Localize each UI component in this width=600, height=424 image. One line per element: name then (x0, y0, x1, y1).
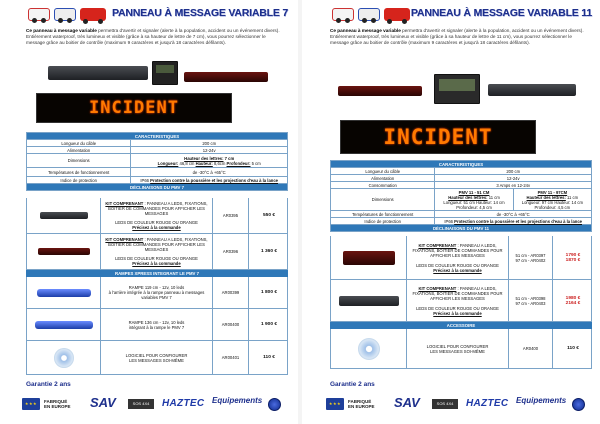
sav-logo: SAV (90, 395, 116, 410)
product-ref: 51 cm - AR0398 97 cm - AR0403 (509, 280, 553, 321)
product-price: 1980 € 2164 € (565, 295, 581, 306)
product-ref: AR0396 (213, 234, 249, 269)
product-ref: 51 cm - AR0397 97 cm - AR0402 (509, 236, 553, 279)
product-photo (338, 72, 578, 112)
sos-logo: SOS 4X4 (432, 399, 458, 409)
spec-label: Alimentation (331, 175, 435, 182)
spec-label: Dimensions (331, 189, 435, 211)
spec-value: de -30°C à +65°C (435, 211, 592, 218)
spec-label: Indice de protection (27, 177, 131, 184)
fire-truck-icon (80, 8, 106, 21)
product-ref: AR0400 (509, 329, 553, 368)
product-ref: AR00399 (213, 277, 249, 308)
page-divider (298, 0, 302, 424)
equipements-logo: Equipements (516, 396, 567, 405)
product-thumbnail (27, 198, 101, 233)
brand-seal-icon (572, 398, 585, 411)
product-row (26, 309, 288, 341)
specs-table (26, 132, 288, 191)
spec-value: IP66 Protection contre la poussière et les projections d'eau à la lance (131, 177, 288, 184)
spec-label: Consommation (331, 182, 435, 189)
product-thumbnail (27, 277, 101, 308)
spec-value: PMV 11 - 97CM Hauteur des lettres: 11 cm Longueur: 97 cm Hauteur: 14 cm Profondeur: 4,5 cm (513, 189, 591, 211)
product-price: 110 € (567, 346, 579, 351)
police-van-icon (358, 8, 380, 21)
led-display: INCIDENT (340, 120, 536, 154)
spec-label: Indice de protection (331, 218, 435, 225)
product-row (330, 236, 592, 280)
product-price: 110 € (263, 355, 275, 360)
product-thumbnail (27, 234, 101, 269)
page-header (322, 5, 592, 27)
product-price: 1 800 € (260, 290, 277, 295)
spec-value: 200 cm (131, 140, 288, 147)
product-desc: LOGICIEL POUR CONFIGURER LES MESSAGES SOI-MÊME (101, 341, 213, 374)
product-thumbnail (331, 280, 407, 321)
police-van-icon (54, 8, 76, 21)
product-thumbnail (27, 309, 101, 340)
product-desc: KIT COMPRENANT : PANNEAU A LEDS, FIXATIONS, BOITIER DE COMMANDES POUR AFFICHER LES MESSAGES LEDS DE COULEUR ROUGE OU ORANGE Précisez à la commande (101, 234, 213, 269)
section-header: RAMPES XPRESS INTEGRANT LE PMV 7 (26, 270, 288, 277)
spec-label: Longueur du câble (27, 140, 131, 147)
product-row (26, 234, 288, 270)
footer-logos (326, 395, 590, 415)
software-cd-icon (331, 329, 407, 368)
eu-flag-icon: ★★★ (326, 398, 344, 410)
section-header: DÉCLINAISONS DU PMV 11 (331, 225, 592, 232)
ambulance-icon (28, 8, 50, 21)
product-desc: LOGICIEL POUR CONFIGURER LES MESSAGES SOI-MÊME (407, 329, 509, 368)
product-price: 1 360 € (260, 249, 277, 254)
warranty-text: Garantie 2 ans (330, 381, 375, 388)
brand-seal-icon (268, 398, 281, 411)
product-desc: KIT COMPRENANT : PANNEAU A LEDS, FIXATIONS, BOITIER DE COMMANDES POUR AFFICHER LES MESSAGES LEDS DE COULEUR ROUGE OU ORANGE Précisez à la commande (407, 280, 509, 321)
made-in-europe: FABRIQUÉ EN EUROPE (44, 399, 71, 409)
software-cd-icon (27, 341, 101, 374)
specs-table (330, 160, 592, 232)
spec-label: Alimentation (27, 147, 131, 154)
product-row (26, 277, 288, 309)
page-header (18, 5, 288, 27)
product-row (26, 198, 288, 234)
product-row (330, 280, 592, 322)
product-row (26, 341, 288, 375)
specs-header: CARACTERISTIQUES (27, 133, 288, 140)
spec-value: 12-24v (131, 147, 288, 154)
footer-logos (22, 395, 286, 415)
spec-label: Températures de fonctionnement (27, 168, 131, 177)
product-thumbnail (331, 236, 407, 279)
page-title: PANNEAU À MESSAGE VARIABLE 7 (111, 7, 288, 19)
catalog-page-pmv11 (304, 0, 600, 424)
spec-label: Longueur du câble (331, 168, 435, 175)
led-display: INCIDENT (36, 93, 232, 123)
fire-truck-icon (384, 8, 410, 21)
eu-flag-icon: ★★★ (22, 398, 40, 410)
intro-text: Ce panneau à message variable permettra d'avertir et signaler (alerte à la population, accident ou un événement divers). Entièrement waterproof, très lumineux et visible (grâce à sa hauteur de lettre de 7 cm), vous pourrez sélectionner le message grâce au boitier de contrôle (maximum 9 caractères et jusqu'à 18 caractères défilants). (26, 28, 280, 46)
spec-label: Températures de fonctionnement (331, 211, 435, 218)
spec-value: de -30°C à +65°C (131, 168, 288, 177)
product-desc: KIT COMPRENANT : PANNEAU A LEDS, FIXATIONS, BOITIER DE COMMANDES POUR AFFICHER LES MESSAGES LEDS DE COULEUR ROUGE OU ORANGE Précisez à la commande (101, 198, 213, 233)
spec-value: 200 cm (435, 168, 592, 175)
spec-value: 3 Amps en 12-24v (435, 182, 592, 189)
product-ref: AR0395 (213, 198, 249, 233)
product-ref: AR00400 (213, 309, 249, 340)
equipements-logo: Equipements (212, 396, 263, 405)
specs-header: CARACTERISTIQUES (331, 161, 592, 168)
catalog-page-pmv7 (0, 0, 296, 424)
spec-value: PMV 11 - 51 CM Hauteur des lettres: 11 cm Longueur: 51 cm Hauteur: 14 cm Profondeur: 4,5 cm (435, 189, 513, 211)
product-desc: RAMPE 119 cm - 12v, 10 leds à l'arrière intégrée à la rampe panneau à messages variables PMV 7 (101, 277, 213, 308)
page-title: PANNEAU À MESSAGE VARIABLE 11 (410, 7, 592, 19)
made-in-europe: FABRIQUÉ EN EUROPE (348, 399, 375, 409)
product-row (330, 329, 592, 369)
product-desc: RAMPE 136 cm - 12v, 10 leds intégrant à la rampe le PMV 7 (101, 309, 213, 340)
spec-value: 12-24v (435, 175, 592, 182)
product-price: 550 € (262, 213, 275, 218)
sav-logo: SAV (394, 395, 420, 410)
spec-label: Dimensions (27, 154, 131, 168)
product-photo (34, 58, 274, 90)
spec-value: IP66 Protection contre la poussière et les projections d'eau à la lance (435, 218, 592, 225)
product-price: 1 900 € (260, 322, 277, 327)
product-desc: KIT COMPRENANT : PANNEAU A LEDS, FIXATIONS, BOITIER DE COMMANDES POUR AFFICHER LES MESSAGES LEDS DE COULEUR ROUGE OU ORANGE Précisez à la commande (407, 236, 509, 279)
warranty-text: Garantie 2 ans (26, 381, 71, 388)
ambulance-icon (332, 8, 354, 21)
hazatec-logo: HAZTEC (162, 398, 205, 409)
spec-value: Hauteur des lettres: 7 cm Longueur: 46,8 cm Hauteur: 8,6cm Profondeur: 5 cm (131, 154, 288, 168)
product-price: 1790 € 1870 € (565, 252, 581, 263)
section-header: DÉCLINAISONS DU PMV 7 (27, 184, 288, 191)
section-header: ACCESSOIRE (330, 322, 592, 329)
sos-logo: SOS 4X4 (128, 399, 154, 409)
intro-text: Ce panneau à message variable permettra d'avertir et signaler (alerte à la population, accident ou un événement divers). Entièrement waterproof, très lumineux et visible (grâce à sa hauteur de lettre de 11 cm), vous pourrez sélectionner le message grâce au boitier de contrôle (maximum 9 caractères et jusqu'à 18 caractères défilants). (330, 28, 584, 46)
product-ref: AR00401 (213, 341, 249, 374)
hazatec-logo: HAZTEC (466, 398, 509, 409)
